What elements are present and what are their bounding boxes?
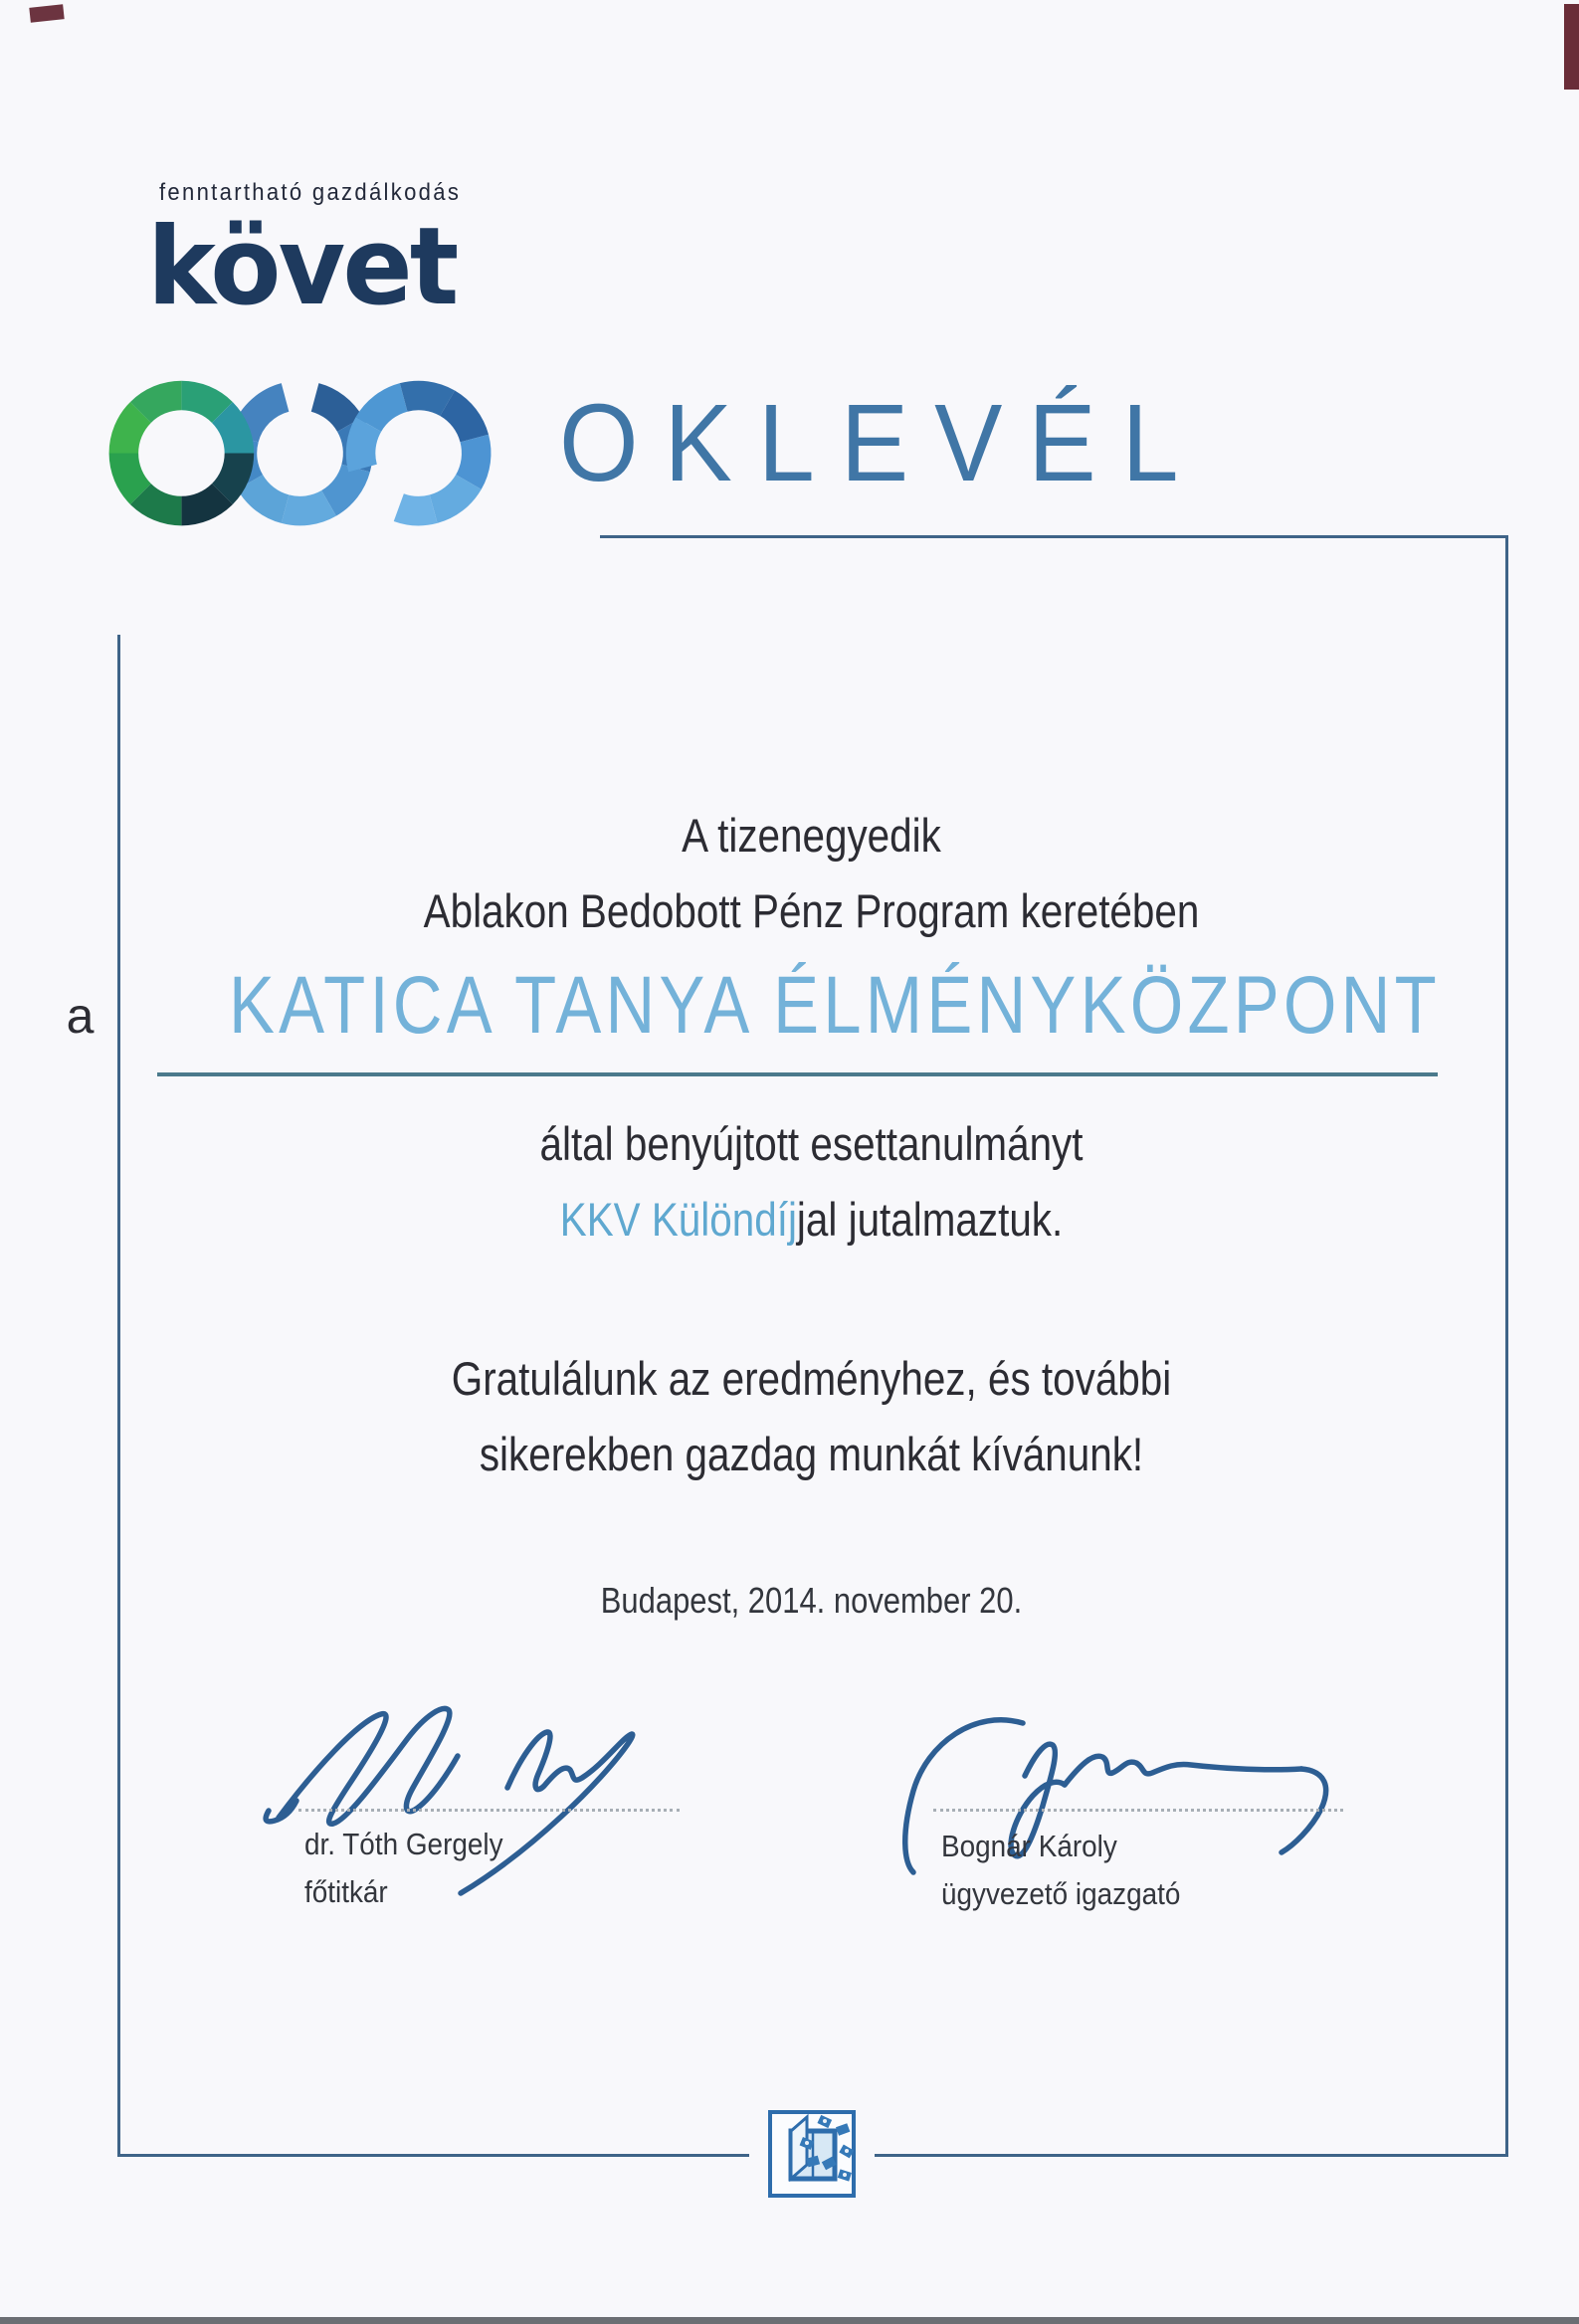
date-line: Budapest, 2014. november 20. [600,1580,1023,1621]
scan-artifact-top-left [29,4,64,22]
recipient-article: a [66,988,95,1044]
frame-border-left [117,635,120,2157]
brand-tagline: fenntartható gazdálkodás [159,179,462,206]
frame-border-bottom-left [117,2154,749,2157]
scan-artifact-bottom-edge [0,2317,1579,2324]
intro-line-2: Ablakon Bedobott Pénz Program keretében [423,884,1200,937]
signer-right-role: ügyvezető igazgató [941,1876,1181,1911]
signer-right-name: Bognár Károly [941,1829,1117,1863]
intro-line-1: A tizenegyedik [682,809,941,862]
certificate-title: OKLEVÉL [559,382,1205,504]
signature-line-left [298,1809,680,1812]
award-line [215,1192,1409,1247]
award-highlight: KKV Különdíj [559,1193,797,1246]
recipient-name: KATICA TANYA ÉLMÉNYKÖZPONT [229,960,1442,1051]
frame-border-bottom-right [875,2154,1508,2157]
frame-border-right [1505,535,1508,2157]
recipient-underline [157,1072,1438,1076]
congrats-line-2: sikerekben gazdag munkát kívánunk! [479,1428,1144,1480]
award-rest: jal jutalmaztuk. [796,1193,1064,1246]
frame-border-top [600,535,1508,538]
brand-wordmark: követ [147,205,457,329]
congrats-line-1: Gratulálunk az eredményhez, és további [451,1352,1172,1405]
signer-left-role: főtitkár [304,1874,388,1909]
signer-left-name: dr. Tóth Gergely [304,1827,503,1861]
submitted-line: által benyújtott esettanulmányt [539,1117,1084,1170]
recipient-line [66,959,1505,1053]
signature-line-right [933,1809,1343,1812]
scan-artifact-top-right [1564,4,1579,90]
triple-interlocking-rings-logo-icon [103,370,493,532]
open-window-with-coins-icon [767,2109,857,2199]
